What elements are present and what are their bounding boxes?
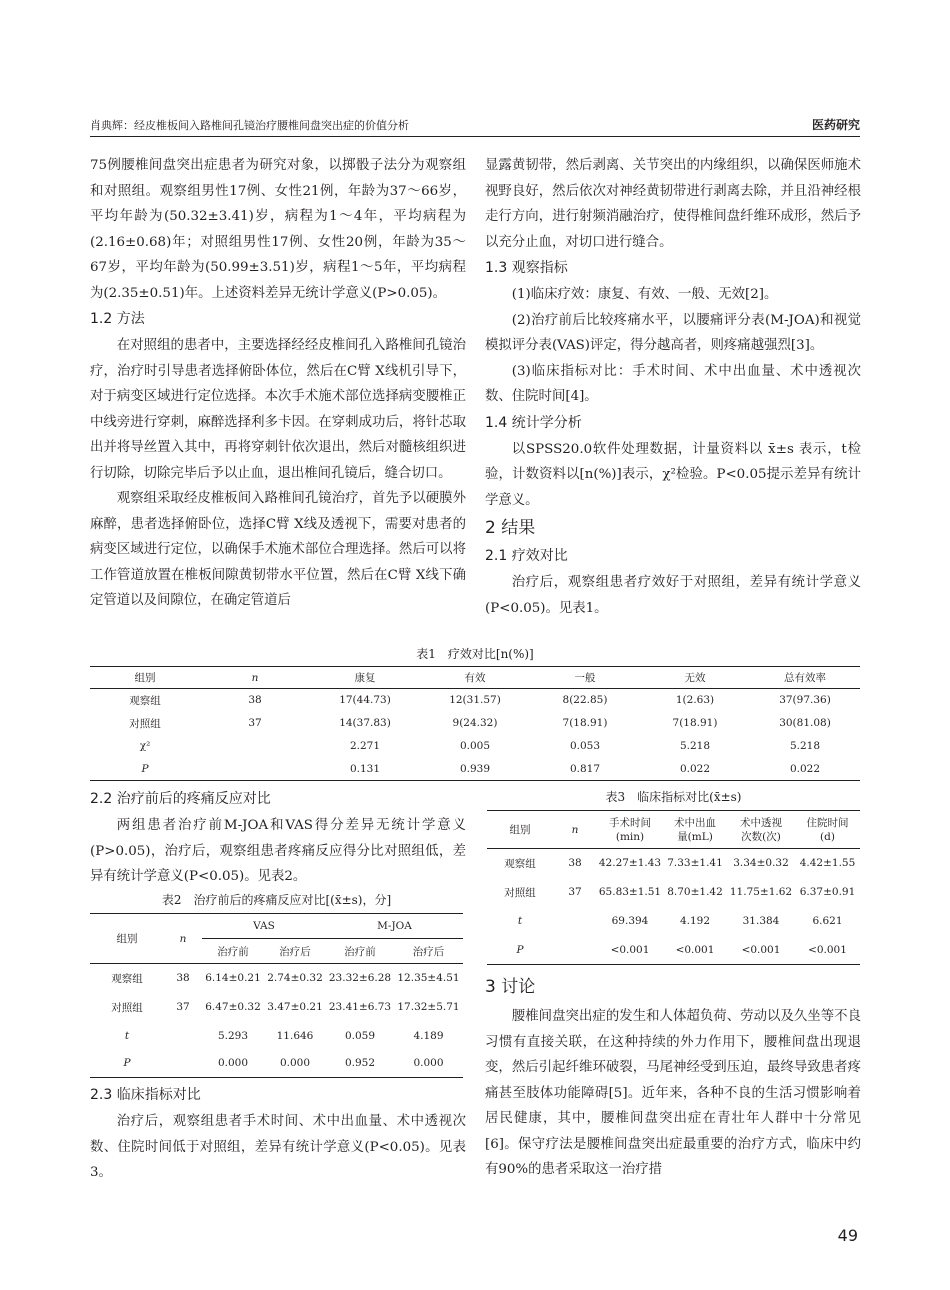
section-heading-2-2: 2.2 治疗前后的疼痛反应对比 xyxy=(90,791,271,807)
table-row xyxy=(90,712,860,735)
section-heading-1-2: 1.2 方法 xyxy=(90,311,145,327)
table-header: n xyxy=(553,811,597,849)
list-item: (2)治疗前后比较疼痛水平，以腰痛评分表(M-JOA)和视觉模拟评分表(VAS)评定，得分越高者，则疼痛越强烈[3]。 xyxy=(485,312,861,353)
table-cell: 0.939 xyxy=(420,758,530,781)
paragraph: 治疗后，观察组患者手术时间、术中出血量、术中透视次数、住院时间低于对照组，差异有统计学意义(P<0.05)。见表3。 xyxy=(90,1114,466,1180)
header-unit: 次数(次) xyxy=(741,830,781,843)
table3-caption: 表3 临床指标对比(x̄±s) xyxy=(605,790,742,804)
table-cell: <0.001 xyxy=(597,936,663,965)
table-cell: 7(18.91) xyxy=(672,717,718,729)
table-cell: 30(81.08) xyxy=(779,717,831,729)
left-column-top xyxy=(90,153,466,614)
table-header: 无效 xyxy=(640,667,750,689)
header-unit: (d) xyxy=(820,830,835,843)
header-line: 手术时间 xyxy=(609,816,651,829)
header-unit: (min) xyxy=(615,830,645,843)
table-header: 康复 xyxy=(310,667,420,689)
table-cell: 0.131 xyxy=(310,758,420,781)
section-2-3 xyxy=(90,1082,466,1186)
table1-caption: 表1 疗效对比[n(%)] xyxy=(416,647,534,661)
paragraph: 在对照组的患者中，主要选择经经皮椎间孔入路椎间孔镜治疗，治疗时引导患者选择俯卧体位，然后在C臂 X线机引导下，对于病变区域进行定位选择。本次手术施术部位选择病变腰椎正中线旁进行穿刺，麻醉选择利多卡因。在穿刺成功后，将针芯取出并将导丝置入其中，再将穿刺针依次退出，然后对髓核组织进行切除，切除完毕后予以止血，退出椎间孔镜后，缝合切口。 xyxy=(90,338,466,481)
table-cell xyxy=(200,735,310,758)
table-header: 总有效率 xyxy=(750,667,860,689)
table-row xyxy=(487,936,860,965)
table-header: 组别 xyxy=(90,914,164,964)
paragraph: 治疗后，观察组患者疗效好于对照组，差异有统计学意义(P<0.05)。见表1。 xyxy=(485,575,861,616)
table-cell: 对照组 xyxy=(129,717,161,730)
table-cell: 69.394 xyxy=(611,915,649,927)
table-cell: 0.952 xyxy=(326,1050,394,1078)
table-cell: 9(24.32) xyxy=(452,717,498,729)
section-heading-1-4: 1.4 统计学分析 xyxy=(485,414,582,431)
table2-caption: 表2 治疗前后的疼痛反应对比[(x̄±s)，分] xyxy=(161,893,392,907)
table-cell: 7.33±1.41 xyxy=(667,857,723,870)
paragraph: 以SPSS20.0软件处理数据，计量资料以 x̄±s 表示，t检验，计数资料以[n(%)]表示，χ²检验。P<0.05提示差异有统计学意义。 xyxy=(485,441,861,508)
table-header: 有效 xyxy=(420,667,530,689)
section-heading-2-3: 2.3 临床指标对比 xyxy=(90,1087,201,1103)
running-title: 肖典辉：经皮椎板间入路椎间孔镜治疗腰椎间盘突出症的价值分析 xyxy=(90,119,409,132)
paragraph: 两组患者治疗前M-JOA和VAS得分差异无统计学意义(P>0.05)，治疗后，观察组患者疼痛反应得分比对照组低，差异有统计学意义(P<0.05)。见表2。 xyxy=(90,818,466,884)
table-cell: 5.293 xyxy=(217,1029,249,1042)
table-cell: 23.32±6.28 xyxy=(328,972,392,985)
table-row xyxy=(90,1050,463,1078)
table-cell: 观察组 xyxy=(504,857,536,870)
table-cell: <0.001 xyxy=(795,936,860,965)
table-cell: 38 xyxy=(568,857,582,870)
table-row xyxy=(487,907,860,936)
table-header xyxy=(663,811,727,849)
table-row xyxy=(90,993,463,1022)
table-row xyxy=(487,849,860,878)
table-cell: 4.189 xyxy=(413,1029,444,1042)
table-cell: 37 xyxy=(176,1001,190,1013)
table-cell: 17(44.73) xyxy=(339,694,391,707)
table-cell: 8(22.85) xyxy=(562,694,608,707)
table3 xyxy=(487,810,860,965)
table-cell: 0.000 xyxy=(264,1050,326,1078)
table2 xyxy=(90,913,463,1078)
table-cell xyxy=(164,1050,202,1078)
table-row xyxy=(90,1022,463,1050)
table-cell: 4.42±1.55 xyxy=(799,857,856,870)
table-cell xyxy=(200,758,310,781)
table-row xyxy=(90,735,860,758)
table-cell: 观察组 xyxy=(111,972,143,985)
table-cell: 8.70±1.42 xyxy=(667,886,723,898)
table-subheader: 治疗前 xyxy=(202,939,264,964)
table-cell: P xyxy=(90,1050,164,1078)
table-cell: 11.75±1.62 xyxy=(729,886,793,898)
table-header xyxy=(597,811,663,849)
table-cell: 1(2.63) xyxy=(675,694,715,707)
table-cell: 7(18.91) xyxy=(562,717,608,729)
table-cell: t xyxy=(124,1029,130,1042)
section-2-2 xyxy=(90,786,466,890)
table-subheader: 治疗前 xyxy=(326,939,394,964)
table-cell: χ² xyxy=(139,740,151,752)
table-cell: 37 xyxy=(568,886,582,898)
table-cell: 0.022 xyxy=(640,758,750,781)
table-cell: 17.32±5.71 xyxy=(397,1001,460,1013)
paragraph: 腰椎间盘突出症的发生和人体超负荷、劳动以及久坐等不良习惯有直接关联，在这种持续的外力作用下，腰椎间盘出现退变，然后引起纤维环破裂，马尾神经受到压迫，最终导致患者疼痛甚至肢体功能障碍[5]。近年来，各种不良的生活习惯影响着居民健康，其中，腰椎间盘突出症在青壮年人群中十分常见[6]。保守疗法是腰椎间盘突出症最重要的治疗方式，临床中约有90%的患者采取这一治疗措 xyxy=(485,1009,861,1177)
table-cell: <0.001 xyxy=(727,936,795,965)
table-cell: 对照组 xyxy=(504,886,536,899)
table-cell: 0.000 xyxy=(202,1050,264,1078)
table-header: 组别 xyxy=(90,667,200,689)
table-header xyxy=(727,811,795,849)
table-cell: t xyxy=(517,915,523,927)
paragraph: 75例腰椎间盘突出症患者为研究对象，以掷骰子法分为观察组和对照组。观察组男性17例、女性21例，年龄为37～66岁，平均年龄为(50.32±3.41)岁，病程为1～4年，平均病程为(2.16±0.68)年；对照组男性17例、女性20例，年龄为35～67岁，平均年龄为(50.99±3.51)岁，病程1～5年，平均病程为(2.35±0.51)年。上述资料差异无统计学意义(P>0.05)。 xyxy=(90,158,466,301)
page-number: 49 xyxy=(837,1226,858,1245)
paragraph: 观察组采取经皮椎板间入路椎间孔镜治疗，首先予以硬膜外麻醉，患者选择俯卧位，选择C臂 X线及透视下，需要对患者的病变区域进行定位，以确保手术施术部位合理选择。然后可以将工作管道放置在椎板间隙黄韧带水平位置，然后在C臂 X线下确定管道以及间隙位，在确定管道后 xyxy=(90,491,466,608)
table-cell: 4.192 xyxy=(679,915,711,927)
section-heading-2: 2 结果 xyxy=(485,518,536,538)
header-unit: 量(mL) xyxy=(677,830,713,843)
table-cell: 6.621 xyxy=(812,915,843,927)
table-header: n xyxy=(200,667,310,689)
section-heading-3: 3 讨论 xyxy=(485,977,536,997)
table-header xyxy=(795,811,860,849)
table-cell: P xyxy=(90,758,200,781)
table-cell: 6.14±0.21 xyxy=(205,972,261,985)
table-cell: 2.271 xyxy=(349,740,381,752)
table-cell: 6.47±0.32 xyxy=(205,1001,261,1013)
table-cell: 12.35±4.51 xyxy=(397,972,460,985)
table-cell: 65.83±1.51 xyxy=(598,886,662,898)
table-cell: 0.059 xyxy=(344,1029,376,1042)
table-cell: 38 xyxy=(176,972,190,985)
table-cell: 31.384 xyxy=(742,915,780,927)
table-cell: 12(31.57) xyxy=(449,694,501,707)
table-header: 组别 xyxy=(487,811,553,849)
right-column-top xyxy=(485,153,861,621)
journal-name: 医药研究 xyxy=(811,118,860,132)
table-cell: 观察组 xyxy=(129,694,161,707)
header-rule xyxy=(90,136,860,137)
table-cell: 3.34±0.32 xyxy=(733,857,789,870)
paragraph: 显露黄韧带，然后剥离、关节突出的内缘组织，以确保医师施术视野良好，然后依次对神经黄韧带进行剥离去除，并且沿神经根走行方向，进行射频消融治疗，使得椎间盘纤维环成形，然后予以充分止血，对切口进行缝合。 xyxy=(485,158,861,250)
table-cell: 11.646 xyxy=(276,1029,314,1042)
table-cell: 14(37.83) xyxy=(339,717,391,729)
table-cell xyxy=(553,936,597,965)
table-cell: 0.000 xyxy=(394,1050,463,1078)
table-cell: 0.022 xyxy=(750,758,860,781)
table-cell: 0.817 xyxy=(530,758,640,781)
table-cell xyxy=(164,1022,202,1050)
table-cell: 23.41±6.73 xyxy=(328,1001,392,1013)
table-cell: 对照组 xyxy=(111,1001,143,1014)
list-item: (1)临床疗效：康复、有效、一般、无效[2]。 xyxy=(511,287,778,302)
table-cell: 5.218 xyxy=(789,740,821,752)
table-header: n xyxy=(164,914,202,964)
table-cell xyxy=(553,907,597,936)
table-cell: 2.74±0.32 xyxy=(267,972,323,985)
table-row xyxy=(90,689,860,712)
table-cell: <0.001 xyxy=(663,936,727,965)
table-row xyxy=(487,878,860,907)
section-heading-1-3: 1.3 观察指标 xyxy=(485,260,568,276)
table-cell: 0.005 xyxy=(459,740,491,752)
section-3 xyxy=(485,972,861,1183)
table1 xyxy=(90,666,860,781)
table-row xyxy=(90,964,463,993)
table-cell: 6.37±0.91 xyxy=(799,886,856,898)
table-cell: 5.218 xyxy=(679,740,711,752)
table-subheader: 治疗后 xyxy=(264,939,326,964)
table-header: 一般 xyxy=(530,667,640,689)
section-heading-2-1: 2.1 疗效对比 xyxy=(485,548,568,564)
table-cell: P xyxy=(487,936,553,965)
table-cell: 38 xyxy=(248,694,262,707)
list-item: (3)临床指标对比：手术时间、术中出血量、术中透视次数、住院时间[4]。 xyxy=(485,363,861,404)
table-row xyxy=(90,758,860,781)
table-cell: 37(97.36) xyxy=(779,694,831,707)
header-line: 术中出血 xyxy=(674,816,716,829)
table-cell: 0.053 xyxy=(569,740,601,752)
table-header: M-JOA xyxy=(326,914,463,939)
header-line: 住院时间 xyxy=(806,816,849,829)
table-cell: 37 xyxy=(248,717,262,729)
table-cell: 42.27±1.43 xyxy=(598,857,662,870)
table-subheader: 治疗后 xyxy=(394,939,463,964)
table-cell: 3.47±0.21 xyxy=(267,1001,323,1013)
table-header: VAS xyxy=(202,914,326,939)
header-line: 术中透视 xyxy=(740,816,782,829)
